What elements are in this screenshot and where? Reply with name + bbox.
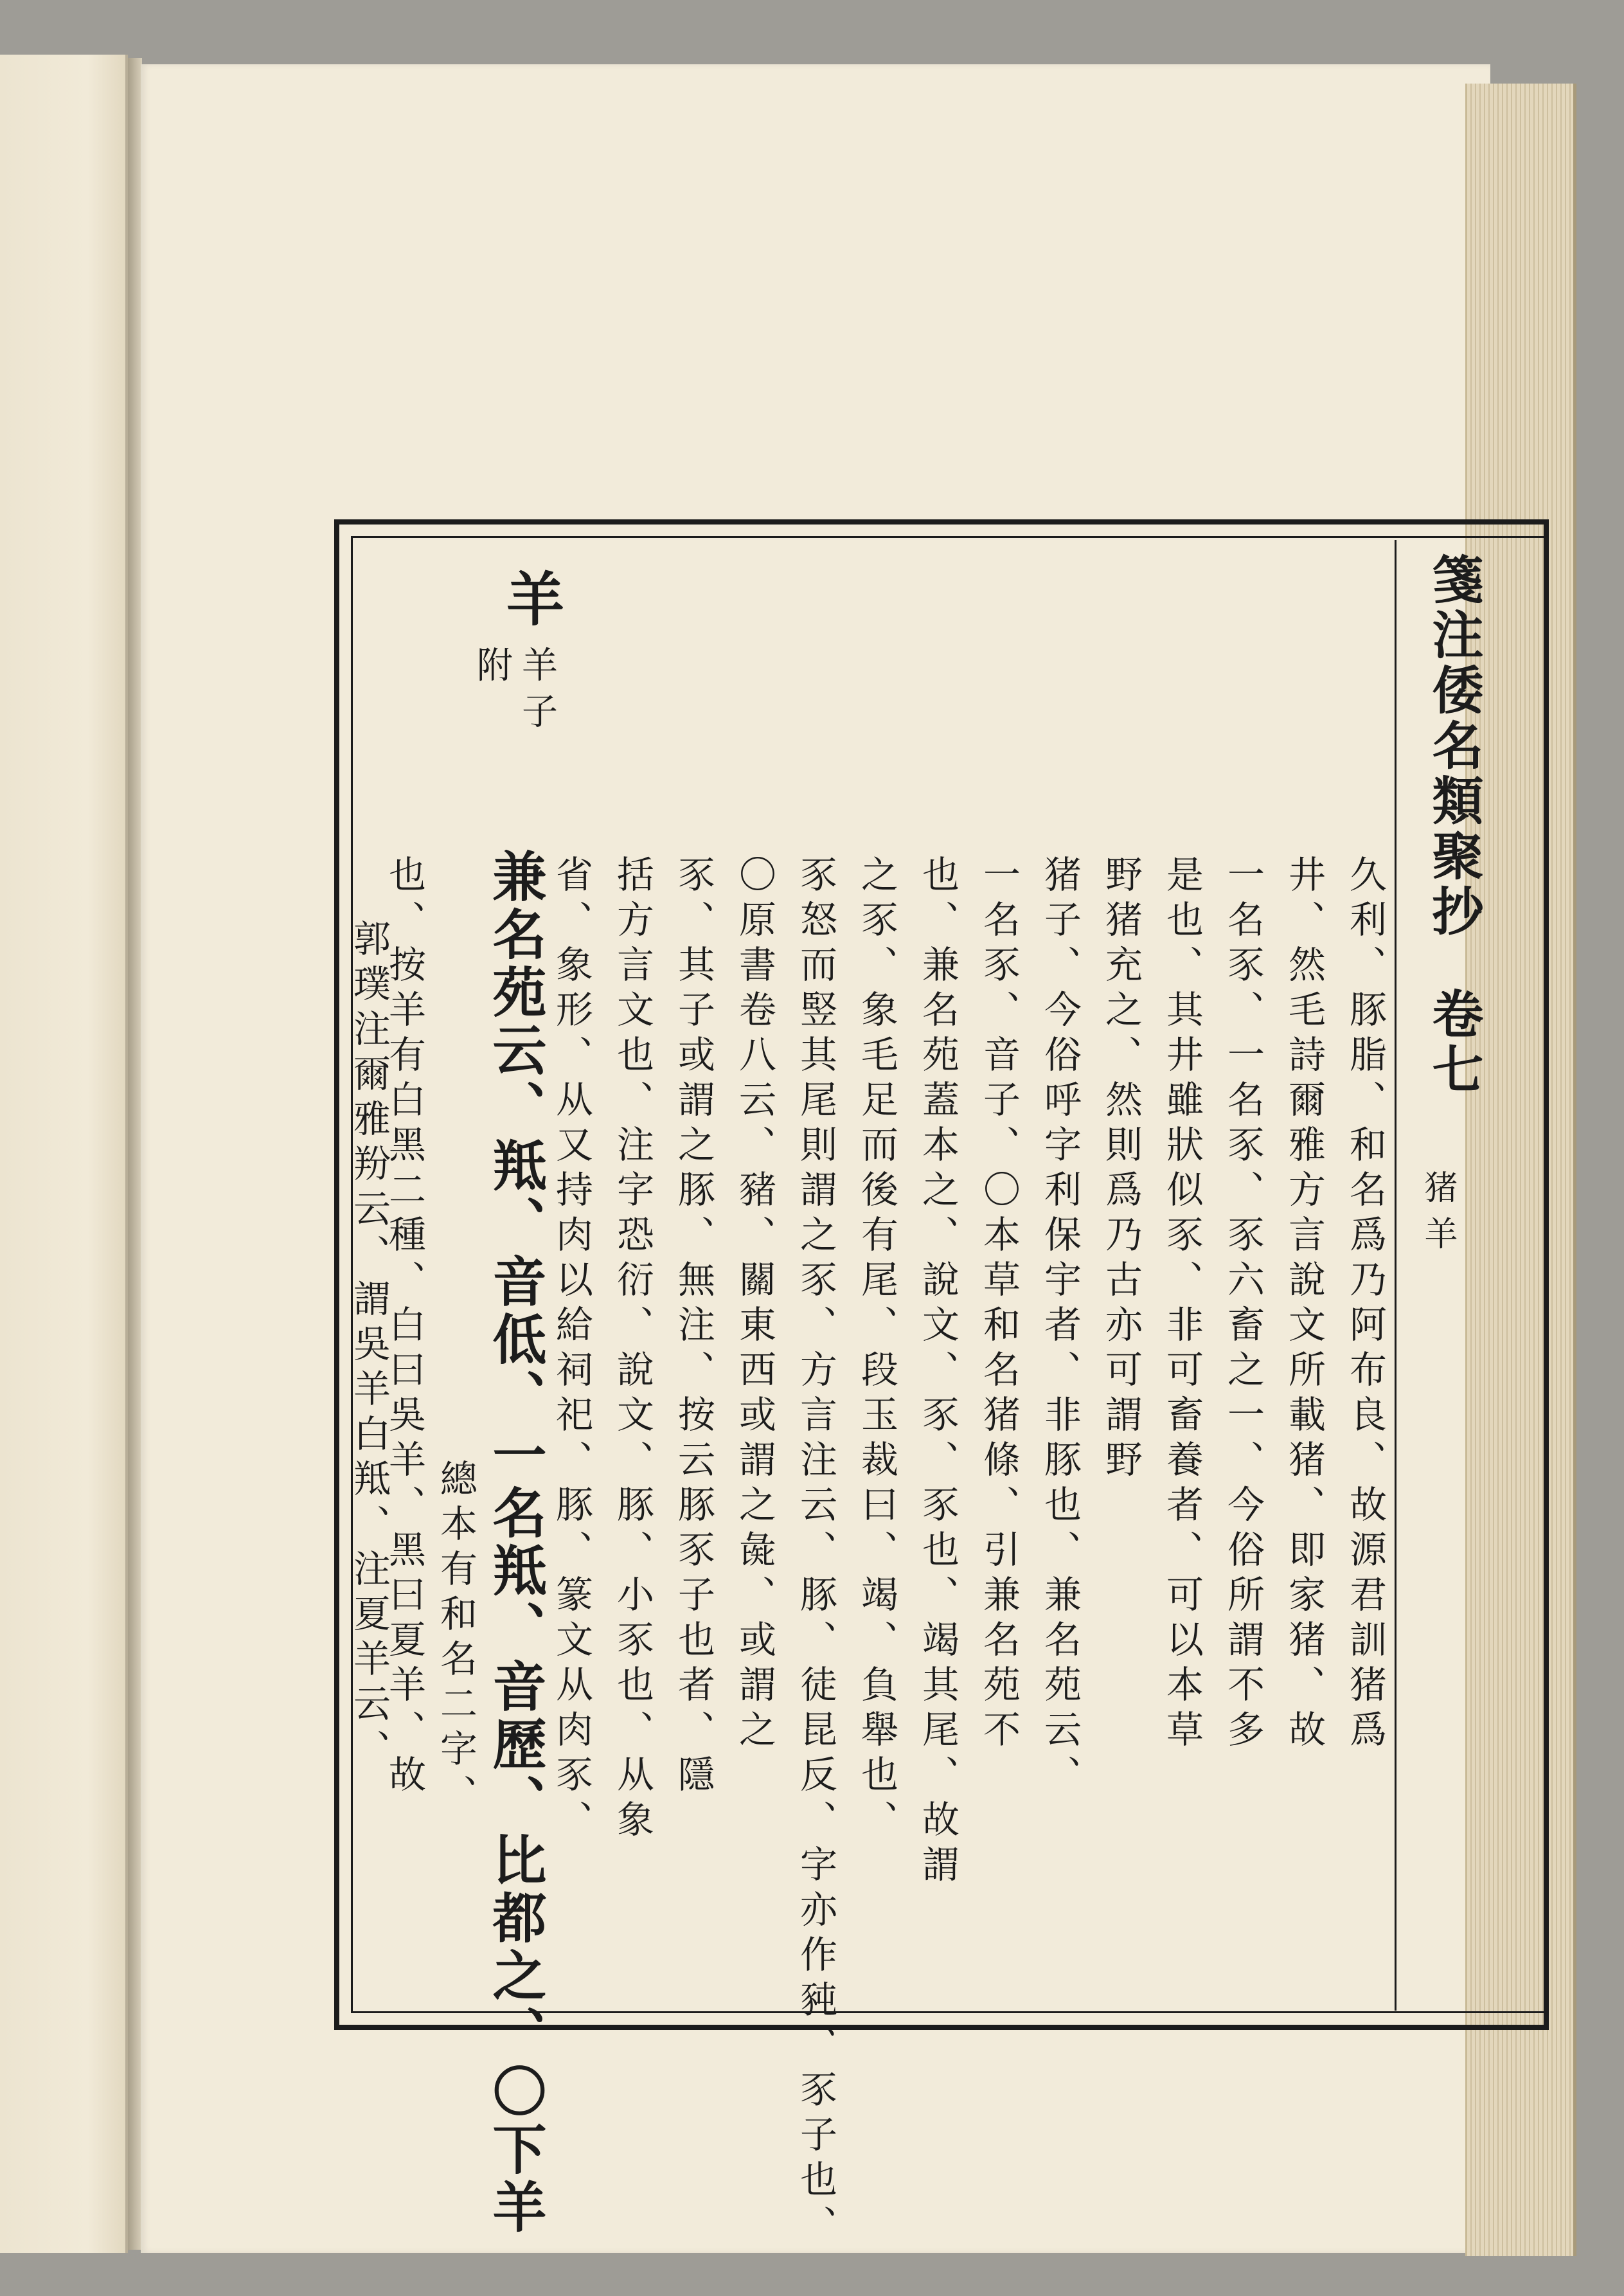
text-column: 〇原書卷八云、豬、關東西或謂之彘、或謂之 [733,855,776,1755]
text-column: 也、按羊有白黑二種、白曰吳羊、黑曰夏羊、故 [382,855,426,1800]
margin-rule [1395,540,1396,2011]
book-gutter [128,58,142,2250]
left-page [0,55,128,2253]
book-title: 箋注倭名類聚抄 [1423,553,1484,940]
running-title [1417,553,1491,1098]
text-column: 之豕、象毛足而後有尾、段玉裁曰、竭、負舉也、 [855,855,898,1845]
text-column: 豕、其子或謂之豚、無注、按云豚豕子也者、隱 [672,855,715,1800]
entry-heading: 羊 [496,569,564,627]
text-column: 野猪充之、然則爲乃古亦可謂野 [1099,855,1143,1485]
text-column: 括方言文也、注字恐衍、說文、豚、小豕也、从象 [611,855,654,1845]
text-column: 省、象形、从又持肉以給祠祀、豚、篆文从肉豕、 [549,855,593,1845]
section-title: 猪羊 [1418,1170,1457,1262]
volume-label: 卷七 [1423,987,1484,1098]
text-column: 猪子、今俗呼字利保宇者、非豚也、兼名苑云、 [1038,855,1082,1800]
text-column: 是也、其井雖狀似豕、非可畜養者、可以本草 [1160,855,1204,1755]
entry-subheading: 羊子 [516,646,558,739]
text-column: 久利、豚脂、和名爲乃阿布良、故源君訓猪爲 [1343,855,1387,1755]
text-column: 一名豕、一名豕、豕六畜之一、今俗所謂不多 [1221,855,1265,1755]
entry-subheading-prefix: 附 [471,646,513,692]
text-column: 也、兼名苑蓋本之、說文、豕、豕也、竭其尾、故謂 [916,855,959,1890]
text-column: 總本有和名二字、 [434,1459,477,1819]
text-column: 豕怒而竪其尾則謂之豕、方言注云、豚、徒昆反、字亦作豘、豕子也、 [794,855,837,2250]
text-column-large: 兼名苑云、羝、音低、一名羝、音歷、比都之、〇下羊 [484,848,548,2237]
text-column: 一名豕、音子、〇本草和名猪條、引兼名苑不 [977,855,1021,1755]
text-column: 郭璞注爾雅羒云、謂吳羊白羝、注夏羊云、 [347,919,391,1774]
text-column: 井、然毛詩爾雅方言說文所載猪、即家猪、故 [1282,855,1326,1755]
